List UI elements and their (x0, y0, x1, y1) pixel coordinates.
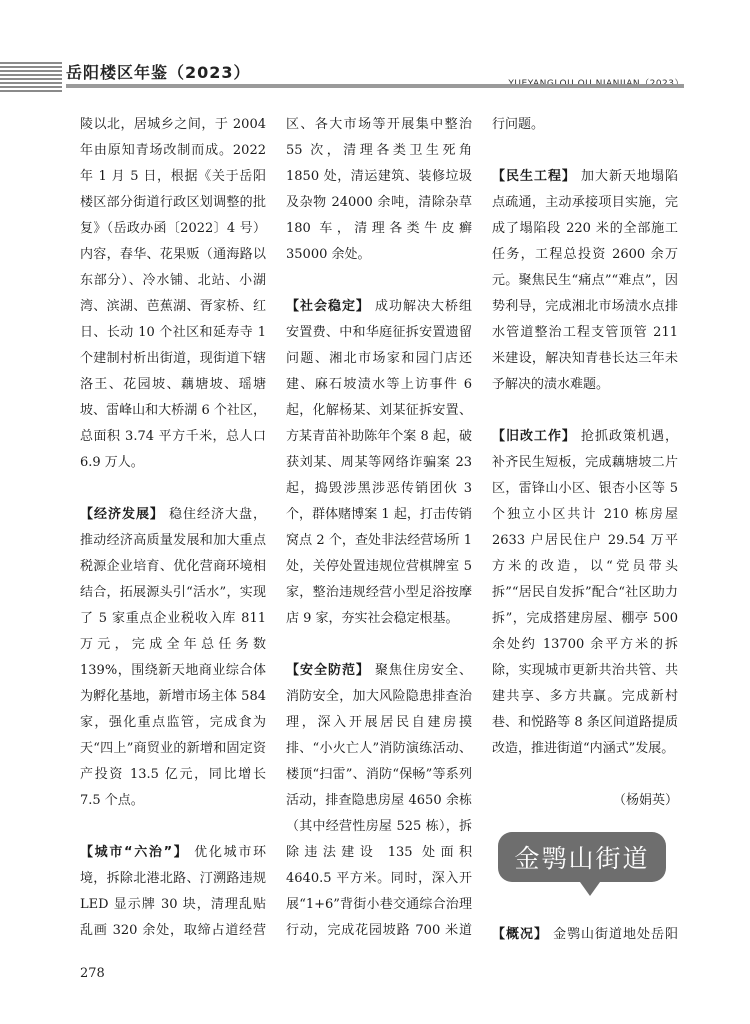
section-label: 【城市“六治”】 (80, 845, 189, 860)
heading-pointer (580, 882, 600, 896)
paragraph-text: 稳住经济大盘，推动经济高质量发展和加大重点税源企业培育、优化营商环境相结合，拓展源头引“活水”，实现了 5 家重点企业税收入库 811 万元，完成全年总任务数 139%，围绕新天地商业综合体为孵化基地，新增市场主体 584 家，强化重点监管，完成食为天“四上”商贸业的新增和固定资产投资 13.5 亿元，同比增长 7.5 个点。 (80, 507, 266, 808)
paragraph-text: 金鹗山街道地处岳阳 (553, 927, 678, 942)
running-header-title: 岳阳楼区年鉴（2023） (66, 63, 251, 82)
text-columns (80, 112, 680, 942)
paragraph (286, 658, 472, 942)
paragraph-text: 加大新天地塌陷点疏通，主动承接项目实施，完成了塌陷段 220 米的全部施工任务，工程总投资 2600 余万元。聚焦民生“痛点”“难点”，因势利导，完成湘北市场渍水点排水管道整治工程支管顶管 211 米建设，解决知青巷长达三年未予解决的渍水难题。 (492, 169, 678, 392)
paragraph-text: 陵以北，居城乡之间，于 2004 年由原知青场改制而成。2022 年 1 月 5 日，根据《关于岳阳楼区部分街道行政区划调整的批复》（岳政办函〔2022〕4 号）内容，春华、花果贩（通海路以东部分）、冷水铺、北站、小湖湾、滨湖、芭蕉湖、胥家桥、红日、长动 10 个社区和延寿寺 1 个建制村析出街道，现街道下辖洛王、花园坡、藕塘坡、瑶塘坡、雷峰山和大桥湖 6 个社区，总面积 3.74 平方千米，总人口 6.9 万人。 (80, 117, 266, 470)
paragraph-text: 抢抓政策机遇，补齐民生短板，完成藕塘坡二片区，雷锋山小区、银杏小区等 5 个独立小区共计 210 栋房屋 2633 户居民住户 29.54 万平方米的改造，以“党员带头拆”“居民自发拆”配合“社区助力拆”，完成搭建房屋、棚亭 500 余处约 13700 余平方米的拆除，实现城市更新共治共管、共建共享、多方共赢。完成新村巷、和悦路等 8 条区间道路提质改造，推进街道“内涵式”发展。 (492, 429, 678, 756)
section-label: 【经济发展】 (80, 507, 164, 522)
paragraph (492, 164, 678, 398)
section-label: 【社会稳定】 (286, 299, 370, 314)
section-label: 【安全防范】 (286, 663, 370, 678)
column-3 (492, 112, 678, 942)
street-section-title: 金鹗山街道 (514, 844, 650, 873)
paragraph-text: 聚焦住房安全、消防安全，加大风险隐患排查治理，深入开展居民自建房摸排、“小火亡人”消防演练活动、楼顶“扫雷”、消防“保畅”等系列活动，排查隐患房屋 4650 余栋（其中经营性房屋 525 栋），拆除违法建设 135 处面积 4640.5 平方米。同时，深入开展“1+6”背街小巷交通综合治理行动，完成花园坡路 700 米道 (286, 663, 472, 938)
paragraph (80, 502, 266, 814)
paragraph-text: 区、各大市场等开展集中整治 55 次，清理各类卫生死角 1850 处，清运建筑、装修垃圾及杂物 24000 余吨，清除杂草 180 车，清理各类牛皮癣 35000 余处。 (286, 117, 472, 262)
paragraph (80, 840, 266, 942)
header-stripes (0, 62, 62, 92)
page-number: 278 (80, 966, 105, 981)
author-credit: （杨娟英） (612, 793, 678, 808)
column-1 (80, 112, 266, 942)
section-label: 【民生工程】 (492, 169, 576, 184)
section-label: 【旧改工作】 (492, 429, 576, 444)
paragraph (286, 112, 472, 268)
paragraph (492, 922, 678, 942)
paragraph-text: 优化城市环境，拆除北港北路、汀溯路违规 LED 显示牌 30 块，清理乱贴乱画 320 余处，取缔占道经营 (80, 845, 266, 938)
street-section-heading (498, 832, 666, 882)
column-2 (286, 112, 472, 942)
header-rule (66, 84, 684, 88)
paragraph-text: 成功解决大桥组安置费、中和华庭征拆安置遗留问题、湘北市场家和园门店还建、麻石坡渍水等上访事件 6 起，化解杨某、刘某征拆安置、方某青苗补助陈年个案 8 起，破获刘某、周某等网络诈骗案 23 起，捣毁涉黑涉恶传销团伙 3 个，群体赌博案 1 起，打击传销窝点 2 个，查处非法经营场所 1 处，关停处置违规位营棋牌室 5 家，整治违规经营小型足浴按摩店 9 家，夯实社会稳定根基。 (286, 299, 472, 626)
paragraph (492, 424, 678, 762)
paragraph (492, 112, 678, 138)
paragraph (80, 112, 266, 476)
section-label: 【概况】 (492, 927, 548, 942)
paragraph-text: 行问题。 (492, 117, 545, 132)
paragraph (286, 294, 472, 632)
